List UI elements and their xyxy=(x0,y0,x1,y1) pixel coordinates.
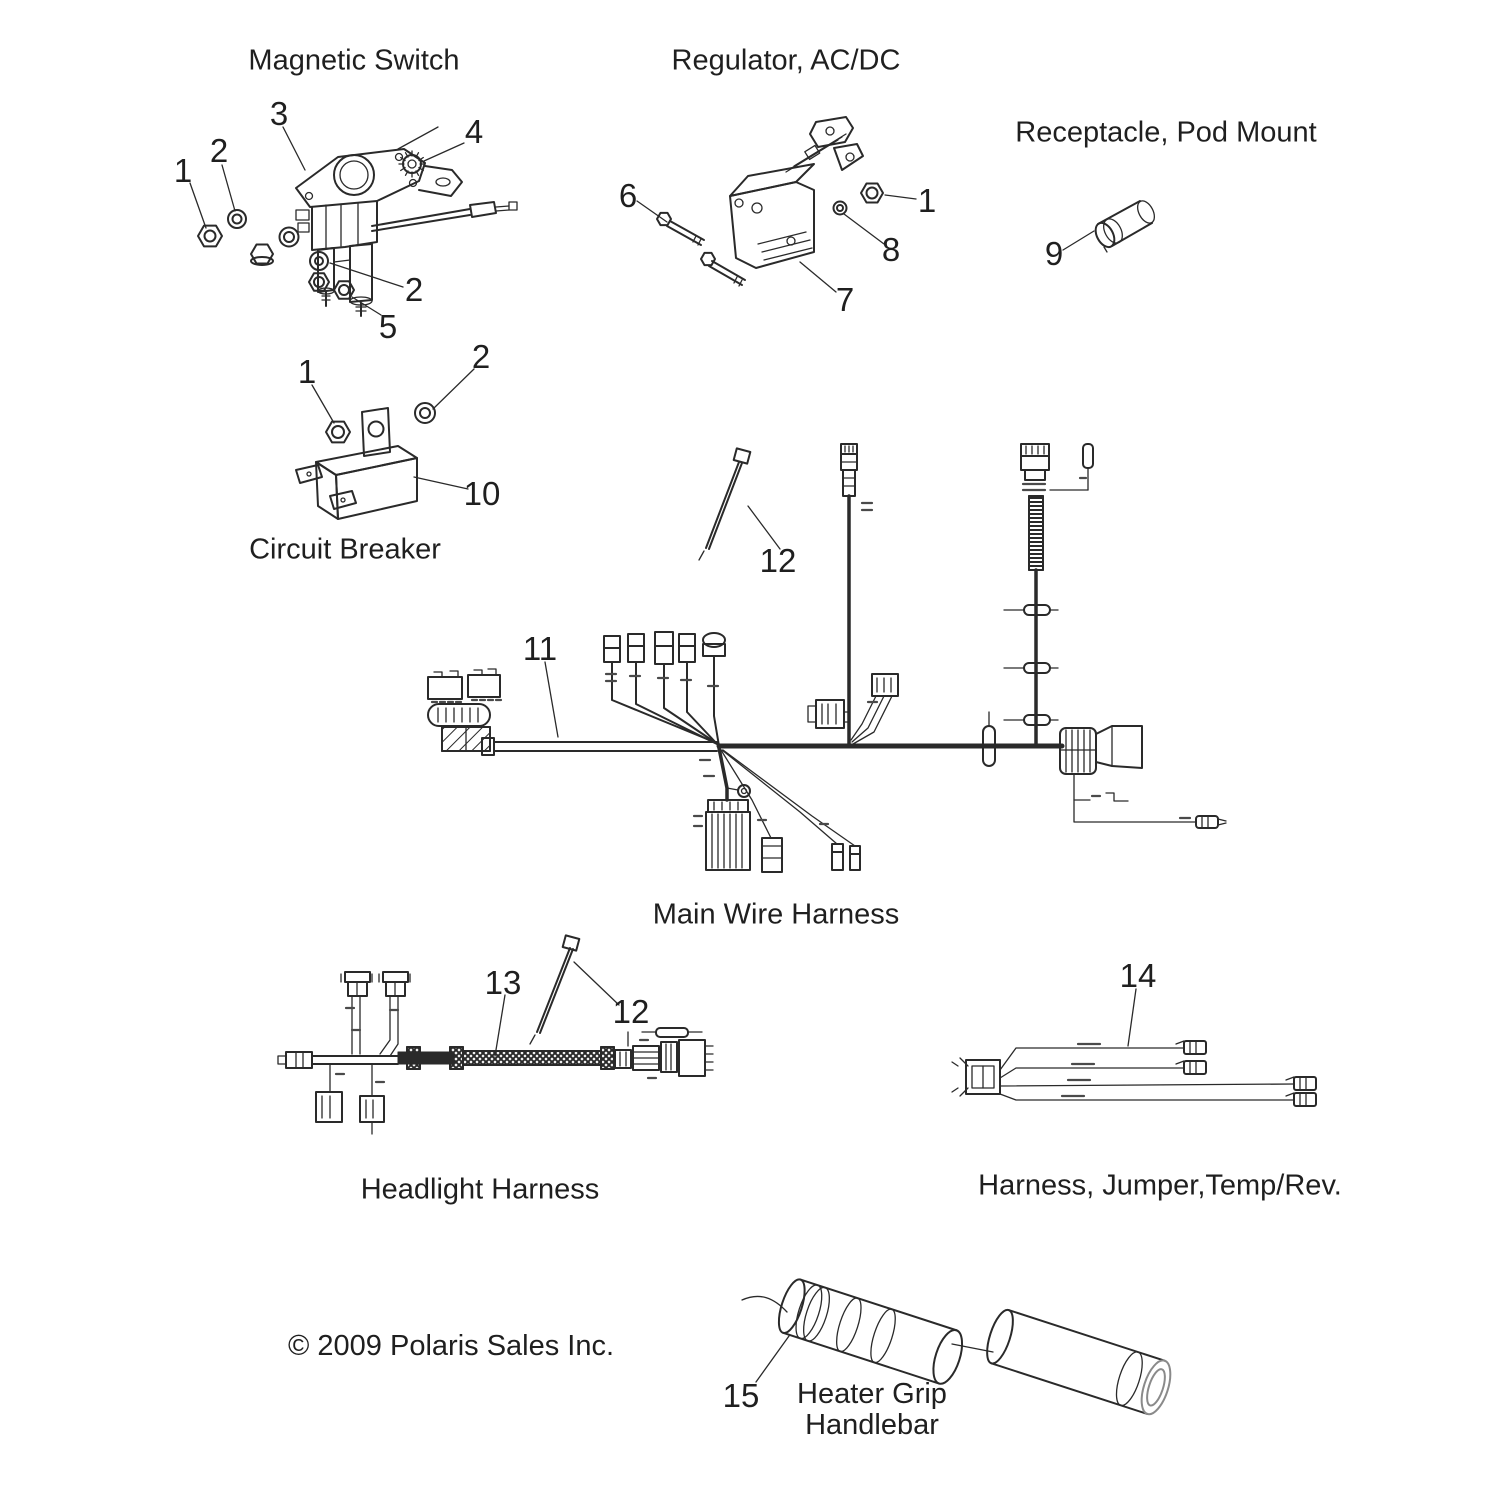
callout-cb-breaker: 10 xyxy=(463,475,501,512)
flat-washer xyxy=(228,210,246,228)
callout-ms-washer-b: 2 xyxy=(404,271,424,308)
hex-flange-nut xyxy=(251,245,273,266)
callout-main-cable-tie: 12 xyxy=(759,542,797,579)
jumper-harness-drawing xyxy=(952,989,1316,1106)
heater-grip-title-line2: Handlebar xyxy=(805,1409,939,1441)
jumper-connector xyxy=(952,1058,1000,1096)
copyright-notice: © 2009 Polaris Sales Inc. xyxy=(288,1330,615,1362)
callout-reg-body: 7 xyxy=(835,281,855,318)
callout-cb-washer: 2 xyxy=(471,338,491,375)
flat-washer xyxy=(834,202,847,215)
bolt xyxy=(657,213,704,245)
harness-riser-right xyxy=(1004,444,1093,746)
mounting-bracket xyxy=(810,117,863,170)
relay-connectors xyxy=(428,669,501,726)
callout-jumper-harness: 14 xyxy=(1119,957,1157,994)
magnetic-switch-drawing xyxy=(190,127,517,316)
callout-reg-bolt: 6 xyxy=(618,177,638,214)
section-title-receptacle: Receptacle, Pod Mount xyxy=(1015,116,1317,149)
heater-grip-title-line1: Heater Grip xyxy=(797,1378,947,1410)
callout-ms-nut-b: 5 xyxy=(378,308,398,345)
callout-main-harness: 11 xyxy=(522,630,558,667)
callout-ms-switch: 3 xyxy=(269,95,289,132)
section-title-regulator: Regulator, AC/DC xyxy=(671,44,901,77)
leader-lines xyxy=(637,195,916,292)
receptacle-drawing xyxy=(1063,198,1158,252)
cable-tie xyxy=(699,448,750,560)
harness-trunk-left xyxy=(482,738,717,755)
regulator-drawing xyxy=(637,117,916,292)
callout-reg-washer: 8 xyxy=(881,231,901,268)
round-connector xyxy=(1060,726,1226,828)
heater-grip-element xyxy=(774,1276,968,1387)
headlight-plug-left xyxy=(278,1052,312,1068)
bolt xyxy=(701,253,745,286)
circuit-breaker-body xyxy=(296,408,417,519)
leader-line xyxy=(1128,989,1136,1046)
headlight-trunk xyxy=(312,1047,614,1134)
section-title-circuit-breaker: Circuit Breaker xyxy=(249,533,441,566)
callout-ms-star-washer: 4 xyxy=(464,113,484,150)
callout-heater-grip: 15 xyxy=(722,1377,760,1414)
leader-line xyxy=(756,1336,789,1382)
leader-line xyxy=(1063,231,1094,250)
callout-headlight-harness: 13 xyxy=(484,964,522,1001)
hex-nut xyxy=(326,422,350,443)
callout-reg-nut: 1 xyxy=(917,182,937,219)
callout-ms-washer: 2 xyxy=(209,132,229,169)
jumper-wires xyxy=(1000,1041,1316,1106)
hex-nut xyxy=(861,184,883,203)
regulator-body xyxy=(730,134,846,268)
section-title-heater-grip xyxy=(797,1379,947,1441)
section-title-main-harness: Main Wire Harness xyxy=(652,898,900,931)
section-title-magnetic-switch: Magnetic Switch xyxy=(248,44,460,77)
section-title-jumper-harness: Harness, Jumper,Temp/Rev. xyxy=(978,1169,1342,1202)
callout-receptacle: 9 xyxy=(1044,235,1064,272)
circuit-breaker-drawing xyxy=(296,369,474,519)
flat-washer xyxy=(280,228,299,247)
handlebar-grip xyxy=(982,1307,1176,1418)
harness-riser-left xyxy=(808,444,898,746)
hex-flange-nut xyxy=(198,226,222,247)
headlight-connector-right xyxy=(615,1028,713,1078)
leader-lines xyxy=(545,506,780,737)
leader-lines xyxy=(312,369,474,489)
cable-tie xyxy=(530,935,579,1044)
callout-ms-nut: 1 xyxy=(173,152,193,189)
branch-connectors-top xyxy=(604,632,725,746)
callout-cb-nut: 1 xyxy=(297,353,317,390)
flat-washer xyxy=(415,403,435,423)
receptacle-cylinder xyxy=(1092,198,1158,252)
headlight-connectors xyxy=(341,972,410,1056)
branch-connectors-bottom xyxy=(694,748,860,872)
section-title-headlight-harness: Headlight Harness xyxy=(360,1173,600,1206)
callout-headlight-cable-tie: 12 xyxy=(612,993,650,1030)
